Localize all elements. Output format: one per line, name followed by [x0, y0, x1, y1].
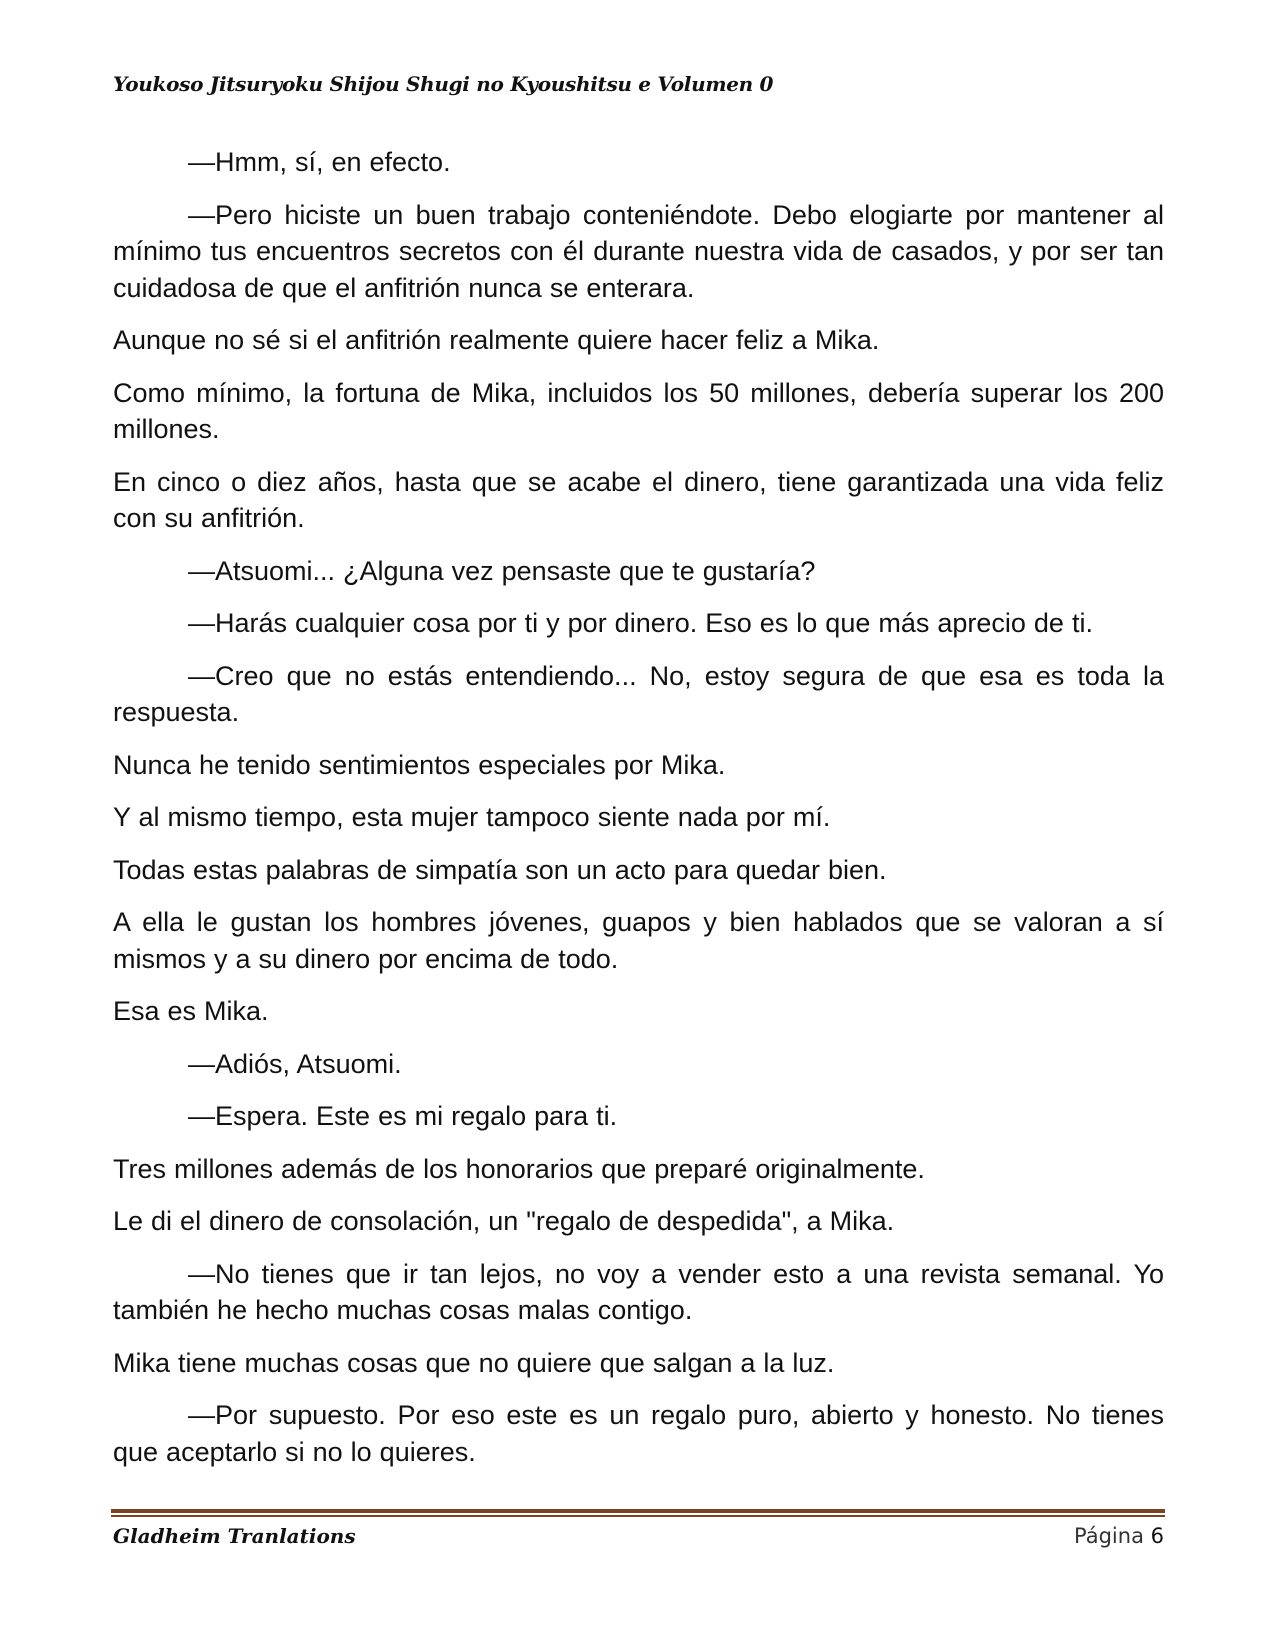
narration-paragraph: A ella le gustan los hombres jóvenes, guapos y bien hablados que se valoran a sí mismos y a su dinero por encima de todo.	[113, 907, 1164, 974]
body-text	[113, 144, 1164, 1470]
footer-publisher: Gladheim Tranlations	[113, 1524, 356, 1548]
footer-divider	[111, 1509, 1165, 1518]
narration-paragraph: Tres millones además de los honorarios que preparé originalmente.	[113, 1153, 925, 1184]
running-header: Youkoso Jitsuryoku Shijou Shugi no Kyoushitsu e Volumen 0	[113, 72, 774, 96]
dialogue-paragraph: —Adiós, Atsuomi.	[188, 1048, 402, 1079]
dialogue-paragraph: —Hmm, sí, en efecto.	[188, 147, 451, 177]
narration-paragraph: Como mínimo, la fortuna de Mika, incluidos los 50 millones, debería superar los 200 millones.	[113, 377, 1164, 444]
narration-paragraph: Todas estas palabras de simpatía son un acto para quedar bien.	[113, 854, 887, 885]
footer-divider-thick	[111, 1509, 1165, 1513]
page-label: Página	[1074, 1524, 1144, 1548]
dialogue-paragraph: —Por supuesto. Por eso este es un regalo puro, abierto y honesto. No tienes que aceptarlo si no lo quieres.	[113, 1400, 1164, 1467]
dialogue-paragraph: —Espera. Este es mi regalo para ti.	[188, 1101, 618, 1131]
narration-paragraph: Le di el dinero de consolación, un "regalo de despedida", a Mika.	[113, 1206, 895, 1236]
dialogue-paragraph: —Harás cualquier cosa por ti y por dinero. Eso es lo que más aprecio de ti.	[188, 608, 1093, 638]
narration-paragraph: Mika tiene muchas cosas que no quiere que salgan a la luz.	[113, 1347, 835, 1378]
page-number-label	[1074, 1524, 1164, 1548]
narration-paragraph: Aunque no sé si el anfitrión realmente quiere hacer feliz a Mika.	[113, 325, 880, 355]
dialogue-paragraph: —Creo que no estás entendiendo... No, estoy segura de que esa es toda la respuesta.	[113, 660, 1164, 727]
footer-divider-thin	[111, 1515, 1165, 1517]
narration-paragraph: En cinco o diez años, hasta que se acabe el dinero, tiene garantizada una vida feliz con su anfitrión.	[113, 466, 1164, 533]
page-number: 6	[1150, 1524, 1164, 1548]
narration-paragraph: Esa es Mika.	[113, 996, 269, 1026]
dialogue-paragraph: —Atsuomi... ¿Alguna vez pensaste que te gustaría?	[188, 555, 816, 586]
dialogue-paragraph: —No tienes que ir tan lejos, no voy a vender esto a una revista semanal. Yo también he hecho muchas cosas malas contigo.	[113, 1258, 1164, 1325]
dialogue-paragraph: —Pero hiciste un buen trabajo conteniéndote. Debo elogiarte por mantener al mínimo tus encuentros secretos con él durante nuestra vida de casados, y por ser tan cuidadosa de que el anfitrión nunca se enterara.	[113, 199, 1164, 303]
narration-paragraph: Y al mismo tiempo, esta mujer tampoco siente nada por mí.	[113, 802, 831, 832]
narration-paragraph: Nunca he tenido sentimientos especiales por Mika.	[113, 749, 726, 780]
